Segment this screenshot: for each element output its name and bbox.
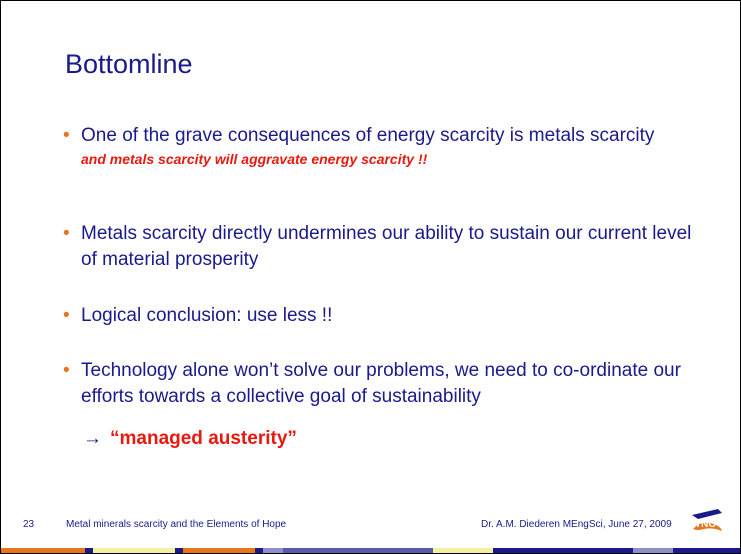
strip-segment [633,548,673,554]
strip-segment [673,548,741,554]
bullet-text: Metals scarcity directly undermines our ability to sustain our current level of material prosperity [81,223,692,270]
strip-segment [263,548,283,554]
slide-title: Bottomline [65,49,193,79]
bullet-dot-icon: • [63,360,70,381]
footer-title: Metal minerals scarcity and the Elements of Hope [66,519,287,530]
strip-segment [93,548,175,554]
footer-author-date: Dr. A.M. Diederen MEngSci, June 27, 2009 [481,519,672,530]
strip-segment [1,548,85,554]
page-number: 23 [23,519,35,530]
conclusion-line [83,428,297,450]
strip-segment [283,548,433,554]
strip-segment [183,548,255,554]
logo-text: TNO [695,519,717,530]
bullet-emphasis: and metals scarcity will aggravate energy scarcity !! [81,151,428,167]
color-strip [1,548,741,554]
tno-logo-icon [690,507,724,533]
bullet-dot-icon: • [63,125,70,146]
strip-segment [175,548,183,554]
strip-segment [255,548,263,554]
bullet-text: Technology alone won’t solve our problems, we need to co-ordinate our efforts towards a collective goal of sustainability [81,360,681,407]
strip-segment [433,548,493,554]
strip-segment [85,548,93,554]
bullet-text: Logical conclusion: use less !! [81,305,333,326]
strip-segment [493,548,633,554]
conclusion-text: “managed austerity” [110,428,297,449]
arrow-icon: → [83,428,102,449]
bullet-text: One of the grave consequences of energy scarcity is metals scarcity [81,125,655,146]
bullet-dot-icon: • [63,223,70,244]
bullet-dot-icon: • [63,305,70,326]
